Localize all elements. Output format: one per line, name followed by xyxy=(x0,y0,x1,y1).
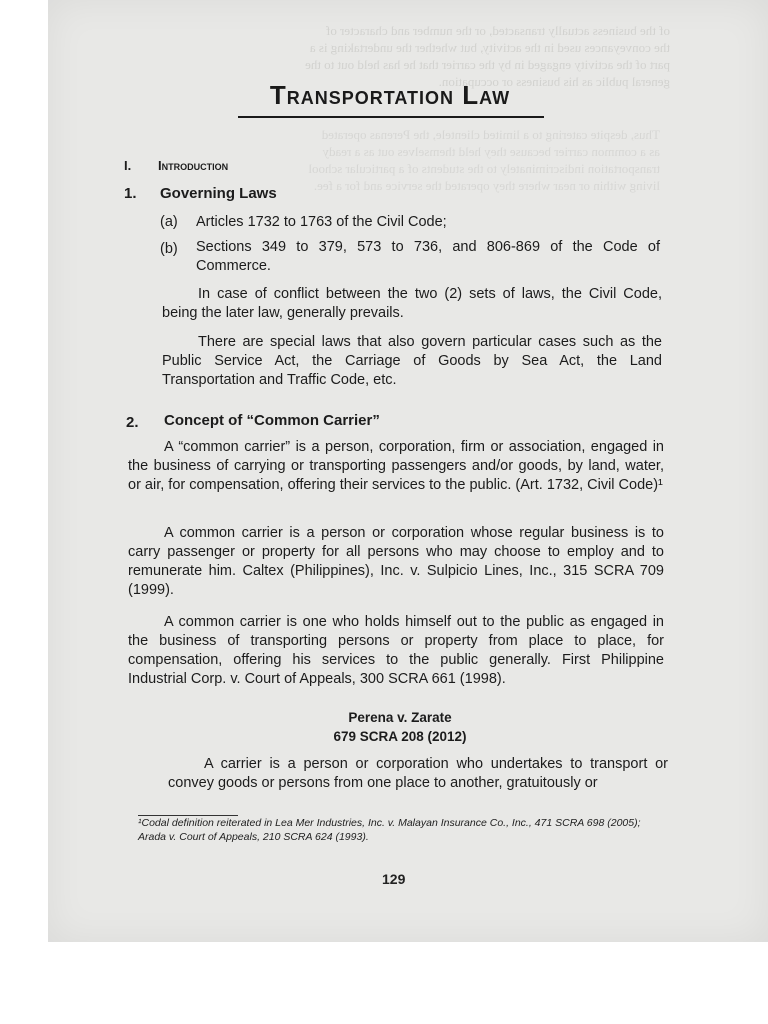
paragraph: A common carrier is a person or corporation whose regular business is to carry passenger or property for all persons who may choose to employ and to remunerate him. Caltex (Philippines), Inc. v. Sulpicio Lines, Inc., 315 SCRA 709 (1999). xyxy=(128,525,664,598)
subsection-number: 1. xyxy=(124,185,137,202)
case-name: Perena v. Zarate xyxy=(348,710,452,725)
case-citation: 679 SCRA 208 (2012) xyxy=(333,729,467,744)
paragraph: In case of conflict between the two (2) sets of laws, the Civil Code, being the later law, generally prevails. xyxy=(162,286,662,321)
list-item-text: Sections 349 to 379, 573 to 736, and 806-869 of the Code of Commerce. xyxy=(196,239,660,274)
page-number: 129 xyxy=(382,871,406,887)
page-title: Transportation Law xyxy=(269,80,511,110)
section-heading: Introduction xyxy=(158,158,229,173)
list-marker: (a) xyxy=(160,214,178,230)
subsection-heading: Governing Laws xyxy=(160,185,277,202)
subsection-heading: Concept of “Common Carrier” xyxy=(164,412,380,429)
footnote: ¹Codal definition reiterated in Lea Mer Industries, Inc. v. Malayan Insurance Co., Inc., 471 SCRA 698 (2005); Arada v. Court of Appeals, 210 SCRA 624 (1993). xyxy=(138,817,641,843)
subsection-number: 2. xyxy=(126,414,139,431)
list-marker: (b) xyxy=(160,241,178,257)
paragraph: There are special laws that also govern particular cases such as the Public Service Act, the Carriage of Goods by Sea Act, the Land Transportation and Traffic Code, etc. xyxy=(162,334,662,388)
list-item-text: Articles 1732 to 1763 of the Civil Code; xyxy=(196,214,447,230)
bleed-through-text: Thus, despite catering to a limited clientele, the Perenas operated as a common carrier because they held themselves out as a ready transportation indiscriminately to the students of a particular school living within or near where they operated the service and for a fee. xyxy=(308,127,660,193)
paragraph: A “common carrier” is a person, corporation, firm or association, engaged in the business of carrying or transporting passengers and/or goods, by land, water, or air, for compensation, offering their services to the public. (Art. 1732, Civil Code)¹ xyxy=(128,439,664,493)
bleed-through-text: of the business actually transacted, or the number and character of the conveyances used in the activity, but whether the undertaking is a part of the activity engaged in by the carrier that he has held out to the general public as his business or occupation. xyxy=(305,23,670,89)
section-number: I. xyxy=(124,158,132,173)
title-underline xyxy=(238,116,544,118)
paragraph: A common carrier is one who holds himself out to the public as engaged in the business of transporting persons or property from place to place, for compensation, offering his services to the public generally. First Philippine Industrial Corp. v. Court of Appeals, 300 SCRA 661 (1998). xyxy=(128,614,664,687)
paragraph: A carrier is a person or corporation who undertakes to transport or convey goods or persons from one place to another, gratuitously or xyxy=(168,756,668,791)
